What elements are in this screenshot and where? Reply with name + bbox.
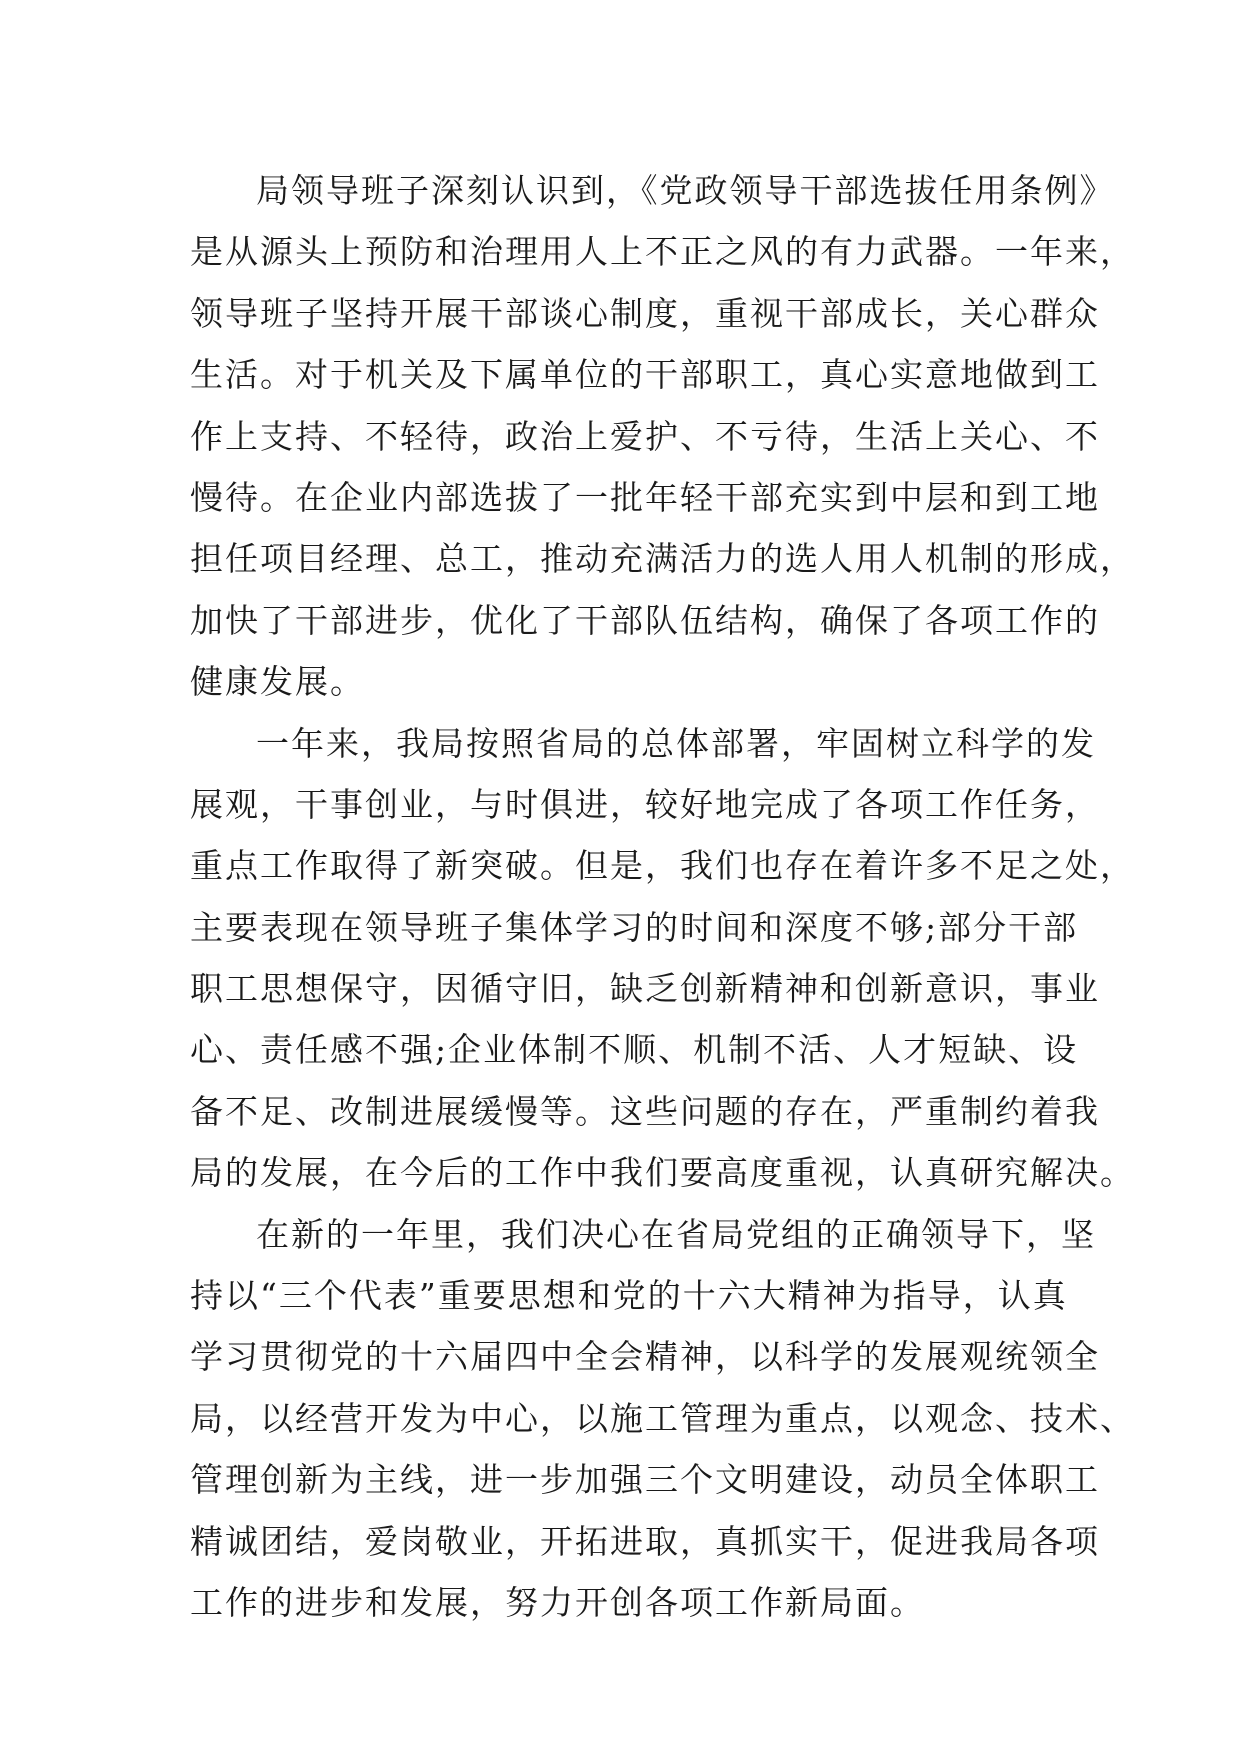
paragraph-line: 局的发展，在今后的工作中我们要高度重视，认真研究解决。	[190, 1153, 1135, 1193]
paragraph-line: 心、责任感不强;企业体制不顺、机制不活、人才短缺、设	[190, 1030, 1079, 1070]
paragraph-line: 局领导班子深刻认识到，《党政领导干部选拔任用条例》	[256, 171, 1115, 210]
paragraph-line: 学习贯彻党的十六届四中全会精神，以科学的发展观统领全	[190, 1337, 1100, 1377]
paragraph-1	[190, 160, 1135, 713]
paragraph-line: 管理创新为主线，进一步加强三个文明建设，动员全体职工	[190, 1460, 1100, 1500]
paragraph-line: 担任项目经理、总工，推动充满活力的选人用人机制的形成，	[190, 539, 1135, 579]
paragraph-line: 在新的一年里，我们决心在省局党组的正确领导下，坚	[256, 1214, 1096, 1254]
paragraph-line: 展观，干事创业，与时俱进，较好地完成了各项工作任务，	[190, 784, 1100, 824]
paragraph-line: 重点工作取得了新突破。但是，我们也存在着许多不足之处，	[190, 846, 1135, 886]
paragraph-line: 局，以经营开发为中心，以施工管理为重点，以观念、技术、	[190, 1398, 1135, 1438]
paragraph-line: 领导班子坚持开展干部谈心制度，重视干部成长，关心群众	[190, 293, 1100, 333]
paragraph-line: 一年来，我局按照省局的总体部署，牢固树立科学的发	[256, 723, 1096, 763]
paragraph-line: 生活。对于机关及下属单位的干部职工，真心实意地做到工	[190, 355, 1100, 395]
paragraph-line: 主要表现在领导班子集体学习的时间和深度不够;部分干部	[190, 907, 1079, 947]
paragraph-line: 精诚团结，爱岗敬业，开拓进取，真抓实干，促进我局各项	[190, 1521, 1100, 1561]
paragraph-line: 工作的进步和发展，努力开创各项工作新局面。	[190, 1582, 925, 1622]
paragraph-line: 健康发展。	[190, 662, 365, 702]
paragraph-line: 加快了干部进步，优化了干部队伍结构，确保了各项工作的	[190, 600, 1100, 640]
paragraph-line: 持以“三个代表”重要思想和党的十六大精神为指导，认真	[190, 1276, 1068, 1316]
document-body	[190, 160, 1135, 1633]
paragraph-line: 职工思想保守，因循守旧，缺乏创新精神和创新意识，事业	[190, 969, 1100, 1009]
paragraph-line: 慢待。在企业内部选拔了一批年轻干部充实到中层和到工地	[190, 477, 1100, 517]
paragraph-line: 作上支持、不轻待，政治上爱护、不亏待，生活上关心、不	[190, 416, 1100, 456]
paragraph-line: 是从源头上预防和治理用人上不正之风的有力武器。一年来，	[190, 232, 1135, 272]
paragraph-2	[190, 713, 1135, 1204]
paragraph-line: 备不足、改制进展缓慢等。这些问题的存在，严重制约着我	[190, 1091, 1100, 1131]
paragraph-3	[190, 1204, 1135, 1634]
